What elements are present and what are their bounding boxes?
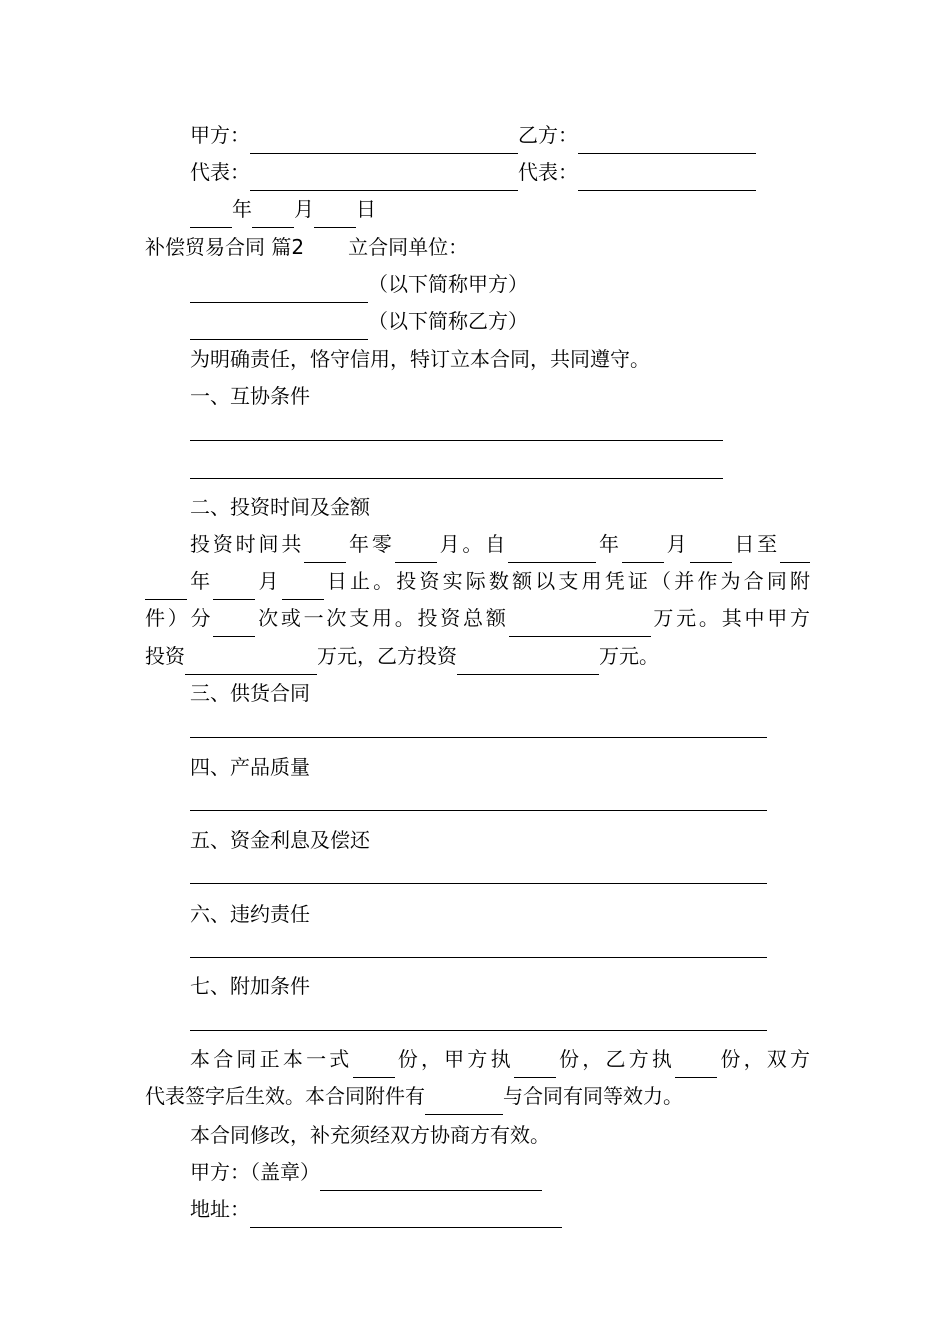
text-span: 次或一次支用。投资总额 — [255, 606, 509, 630]
investment-line-2 — [145, 562, 810, 600]
blank — [304, 534, 346, 563]
blank — [509, 608, 651, 637]
preamble: 为明确责任，恪守信用，特订立本合同，共同遵守。 — [190, 347, 650, 371]
text-span: 投资时间共 — [190, 532, 305, 556]
text-span: 年 — [187, 569, 214, 593]
blank-line — [190, 1030, 767, 1031]
investment-line-4 — [145, 637, 810, 675]
clause-heading: 七、附加条件 — [190, 974, 310, 998]
party-b-unit-line — [190, 302, 810, 340]
blank — [425, 1086, 503, 1115]
year-label: 年 — [232, 197, 252, 221]
text-span: 万元，乙方投资 — [317, 644, 457, 668]
party-a-unit-blank — [190, 274, 368, 303]
blank — [508, 534, 596, 563]
clause-heading: 五、资金利息及偿还 — [190, 828, 370, 852]
address-label: 地址： — [190, 1197, 250, 1221]
day-label: 日 — [356, 197, 376, 221]
text-span: 月 — [663, 532, 690, 556]
address-line — [190, 1190, 810, 1228]
month-label: 月 — [294, 197, 314, 221]
copies-line-2 — [145, 1077, 810, 1115]
representative-line — [190, 153, 810, 191]
section-heading — [145, 228, 810, 266]
text-span: 日至 — [731, 532, 781, 556]
bottom-party-a-label: 甲方：（盖章） — [190, 1160, 320, 1184]
blank-line — [190, 440, 723, 441]
rep-a-blank — [250, 162, 518, 191]
party-a-unit-line — [190, 265, 810, 303]
party-b-blank — [578, 125, 756, 154]
seal-blank — [320, 1162, 542, 1191]
blank — [145, 571, 187, 600]
clause-heading: 一、互协条件 — [190, 384, 310, 408]
text-span: 投资 — [145, 644, 185, 668]
party-b-abbr: （以下简称乙方） — [368, 309, 528, 333]
blank — [675, 1049, 717, 1078]
copies-line-1 — [190, 1040, 810, 1078]
text-span: 月 — [255, 569, 282, 593]
blank — [353, 1049, 395, 1078]
date-line — [190, 190, 810, 228]
contract-unit-label: 立合同单位： — [348, 235, 469, 259]
clause-heading: 三、供货合同 — [190, 681, 310, 705]
blank-line — [190, 478, 723, 479]
year-blank — [190, 199, 232, 228]
day-blank — [314, 199, 356, 228]
investment-line-1 — [190, 525, 810, 563]
blank — [622, 534, 664, 563]
party-a-label: 甲方： — [190, 123, 250, 147]
blank — [185, 646, 317, 675]
text-span: 月。自 — [436, 532, 509, 556]
party-b-unit-blank — [190, 311, 368, 340]
blank — [213, 571, 255, 600]
text-span: 件）分 — [145, 606, 214, 630]
blank — [213, 608, 255, 637]
address-blank — [250, 1199, 562, 1228]
amendment-clause: 本合同修改，补充须经双方协商方有效。 — [190, 1123, 550, 1147]
blank — [457, 646, 599, 675]
investment-line-3 — [145, 599, 810, 637]
month-blank — [252, 199, 294, 228]
clause-heading: 二、投资时间及金额 — [190, 495, 370, 519]
text-span: 代表签字后生效。本合同附件有 — [145, 1084, 425, 1108]
blank-line — [190, 737, 767, 738]
section-title: 补偿贸易合同 篇2 — [145, 235, 305, 259]
blank — [514, 1049, 556, 1078]
clause-heading: 六、违约责任 — [190, 902, 310, 926]
party-b-label: 乙方： — [518, 123, 578, 147]
blank-line — [190, 957, 767, 958]
text-span: 年 — [596, 532, 622, 556]
rep-b-blank — [578, 162, 756, 191]
party-a-blank — [250, 125, 518, 154]
blank — [395, 534, 437, 563]
blank — [282, 571, 324, 600]
text-span: 份，甲方执 — [394, 1047, 514, 1071]
party-a-abbr: （以下简称甲方） — [368, 272, 528, 296]
blank-line — [190, 810, 767, 811]
text-span: 万元。 — [599, 644, 659, 668]
blank — [780, 534, 810, 563]
text-span: 日止。投资实际数额以支用凭证（并作为合同附 — [323, 569, 811, 593]
text-span: 份，双方 — [717, 1047, 811, 1071]
bottom-party-a-line — [190, 1153, 810, 1191]
blank-line — [190, 883, 767, 884]
text-span: 与合同有同等效力。 — [503, 1084, 683, 1108]
rep-b-label: 代表： — [518, 160, 578, 184]
clause-heading: 四、产品质量 — [190, 755, 310, 779]
party-line — [190, 116, 810, 154]
text-span: 本合同正本一式 — [190, 1047, 353, 1071]
rep-a-label: 代表： — [190, 160, 250, 184]
text-span: 万元。其中甲方 — [650, 606, 811, 630]
text-span: 年零 — [346, 532, 395, 556]
text-span: 份，乙方执 — [555, 1047, 676, 1071]
blank — [690, 534, 732, 563]
